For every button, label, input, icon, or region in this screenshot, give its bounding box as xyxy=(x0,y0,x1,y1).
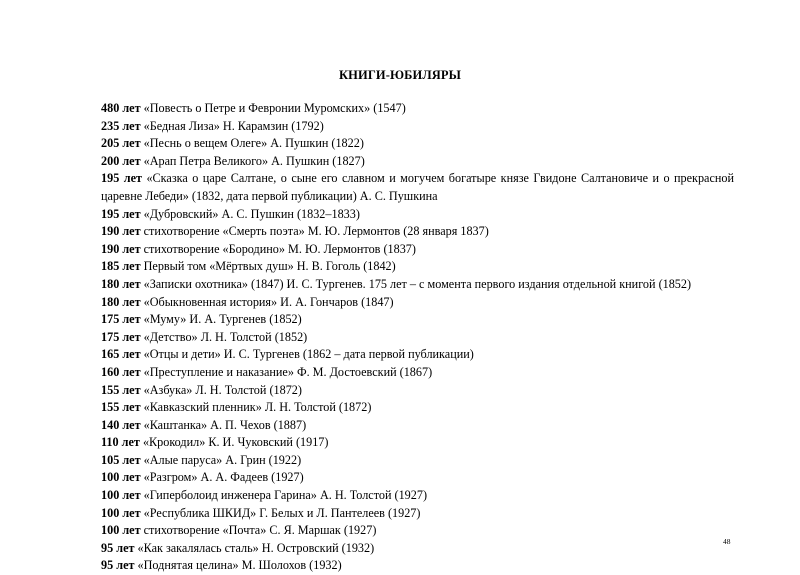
list-item xyxy=(101,294,734,312)
anniversary-years: 175 лет xyxy=(101,329,141,344)
book-description: «Разгром» А. А. Фадеев (1927) xyxy=(143,470,304,485)
anniversary-years: 190 лет xyxy=(101,224,141,239)
book-description: «Гиперболоид инженера Гарина» А. Н. Толстой (1927) xyxy=(143,488,428,503)
book-description: «Поднятая целина» М. Шолохов (1932) xyxy=(137,558,342,573)
list-item xyxy=(101,364,734,382)
list-item xyxy=(101,557,734,575)
book-description: «Песнь о вещем Олеге» А. Пушкин (1822) xyxy=(143,136,364,151)
anniversary-years: 175 лет xyxy=(101,312,141,327)
list-item xyxy=(101,399,734,417)
anniversary-years: 195 лет xyxy=(101,206,141,221)
book-description: «Сказка о царе Салтане, о сыне его славном и могучем богатыре князе Гвидоне Салтановиче и о прекрасной царевне Лебеди» (1832, дата первой публикации) А. С. Пушкина xyxy=(101,171,734,203)
list-item xyxy=(101,469,734,487)
book-description: Первый том «Мёртвых душ» Н. В. Гоголь (1842) xyxy=(143,259,396,274)
anniversary-years: 235 лет xyxy=(101,118,141,133)
list-item xyxy=(101,206,734,224)
anniversary-years: 140 лет xyxy=(101,417,141,432)
anniversary-years: 180 лет xyxy=(101,294,141,309)
anniversary-years: 100 лет xyxy=(101,488,141,503)
list-item xyxy=(101,382,734,400)
list-item xyxy=(101,170,734,205)
book-description: «Повесть о Петре и Февронии Муромских» (1547) xyxy=(143,101,406,115)
anniversary-years: 185 лет xyxy=(101,259,141,274)
list-item xyxy=(101,346,734,364)
book-description: «Республика ШКИД» Г. Белых и Л. Пантелеев (1927) xyxy=(143,505,421,520)
anniversary-years: 100 лет xyxy=(101,505,141,520)
list-item xyxy=(101,311,734,329)
list-item xyxy=(101,329,734,347)
list-item xyxy=(101,540,734,558)
anniversary-years: 105 лет xyxy=(101,452,141,467)
book-description: «Кавказский пленник» Л. Н. Толстой (1872) xyxy=(143,400,372,415)
list-item xyxy=(101,153,734,171)
list-item xyxy=(101,258,734,276)
list-item xyxy=(101,452,734,470)
anniversary-years: 95 лет xyxy=(101,558,135,573)
book-description: «Обыкновенная история» И. А. Гончаров (1847) xyxy=(143,294,394,309)
list-item xyxy=(101,434,734,452)
book-description: стихотворение «Смерть поэта» М. Ю. Лермонтов (28 января 1837) xyxy=(143,224,489,239)
anniversary-years: 100 лет xyxy=(101,523,141,538)
anniversary-years: 155 лет xyxy=(101,400,141,415)
list-item xyxy=(101,100,734,118)
anniversary-years: 100 лет xyxy=(101,470,141,485)
list-item xyxy=(101,276,734,294)
anniversary-list xyxy=(101,100,734,575)
book-description: «Каштанка» А. П. Чехов (1887) xyxy=(143,417,307,432)
anniversary-years: 200 лет xyxy=(101,153,141,168)
list-item xyxy=(101,135,734,153)
list-item xyxy=(101,417,734,435)
list-item xyxy=(101,505,734,523)
book-description: «Записки охотника» (1847) И. С. Тургенев. 175 лет – с момента первого издания отдельной книгой (1852) xyxy=(143,276,692,291)
anniversary-years: 195 лет xyxy=(101,171,142,186)
book-description: «Крокодил» К. И. Чуковский (1917) xyxy=(142,435,329,450)
list-item xyxy=(101,522,734,540)
book-description: «Алые паруса» А. Грин (1922) xyxy=(143,452,302,467)
book-description: «Преступление и наказание» Ф. М. Достоевский (1867) xyxy=(143,364,433,379)
anniversary-years: 180 лет xyxy=(101,276,141,291)
anniversary-years: 205 лет xyxy=(101,136,141,151)
page-number: 48 xyxy=(723,537,731,546)
book-description: «Бедная Лиза» Н. Карамзин (1792) xyxy=(143,118,324,133)
book-description: «Арап Петра Великого» А. Пушкин (1827) xyxy=(143,153,365,168)
book-description: стихотворение «Почта» С. Я. Маршак (1927) xyxy=(143,523,377,538)
anniversary-years: 160 лет xyxy=(101,364,141,379)
anniversary-years: 480 лет xyxy=(101,101,141,115)
document-title: КНИГИ-ЮБИЛЯРЫ xyxy=(339,68,461,82)
list-item xyxy=(101,487,734,505)
book-description: «Дубровский» А. С. Пушкин (1832–1833) xyxy=(143,206,360,221)
list-item xyxy=(101,118,734,136)
book-description: стихотворение «Бородино» М. Ю. Лермонтов (1837) xyxy=(143,241,416,256)
list-item xyxy=(101,223,734,241)
book-description: «Муму» И. А. Тургенев (1852) xyxy=(143,312,302,327)
list-item xyxy=(101,241,734,259)
anniversary-years: 110 лет xyxy=(101,435,140,450)
book-description: «Как закалялась сталь» Н. Островский (1932) xyxy=(137,540,375,555)
book-description: «Детство» Л. Н. Толстой (1852) xyxy=(143,329,308,344)
anniversary-years: 95 лет xyxy=(101,540,135,555)
anniversary-years: 190 лет xyxy=(101,241,141,256)
book-description: «Отцы и дети» И. С. Тургенев (1862 – дата первой публикации) xyxy=(143,347,474,362)
book-description: «Азбука» Л. Н. Толстой (1872) xyxy=(143,382,302,397)
anniversary-years: 155 лет xyxy=(101,382,141,397)
anniversary-years: 165 лет xyxy=(101,347,141,362)
